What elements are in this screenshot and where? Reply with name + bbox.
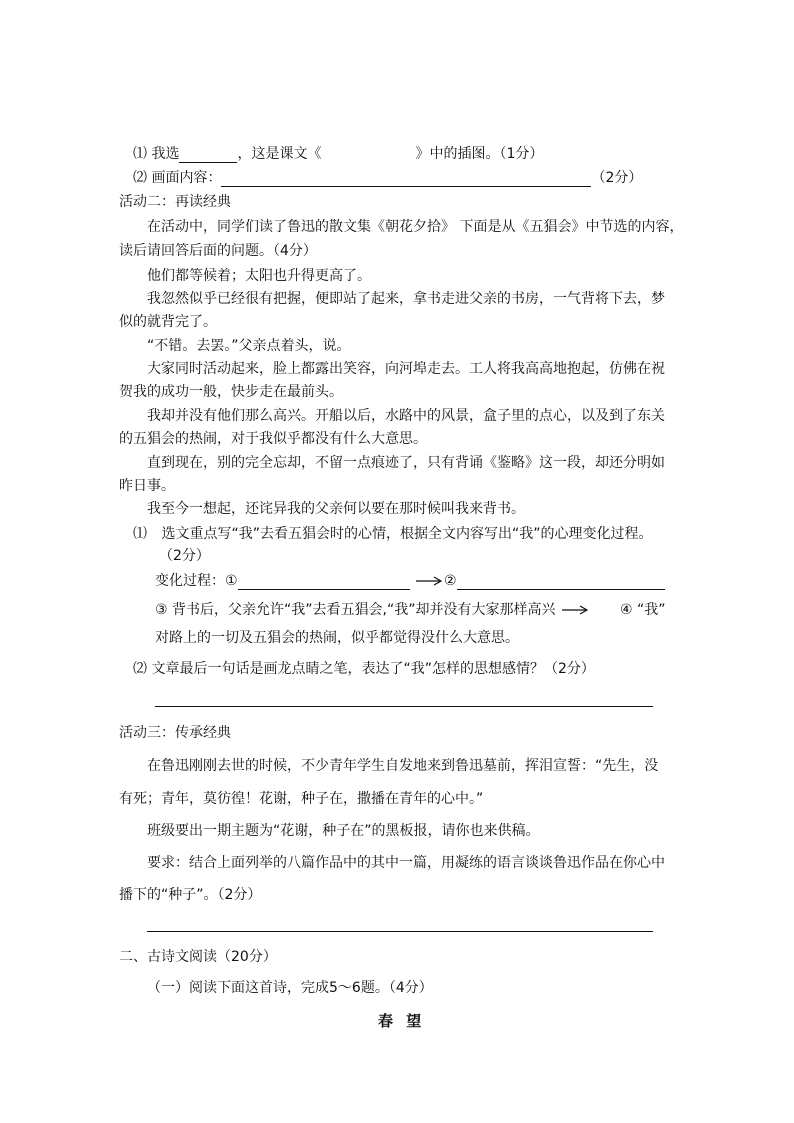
question-text: 选文重点写“我”去看五猖会时的心情，根据全文内容写出“我”的心理变化过程。 xyxy=(161,526,653,542)
passage-paragraph-3: “不错。去罢。”父亲点着头，说。 xyxy=(147,338,351,354)
passage-paragraph-6-line-2: 昨日事。 xyxy=(119,478,175,494)
step-3-marker: ③ xyxy=(155,602,168,618)
question-1 xyxy=(133,145,543,163)
activity-2-intro-line-1: 在活动中，同学们读了鲁迅的散文集《朝花夕拾》 下面是从《五猖会》中节选的内容， xyxy=(147,219,684,235)
question-number: ⑵ xyxy=(133,170,147,186)
question-text-mid: ，这是课文《 xyxy=(237,146,322,162)
activity-2-intro-line-2: 读后请回答后面的问题。（4分） xyxy=(119,243,317,259)
question-text-prefix: 我选 xyxy=(151,146,180,162)
passage-paragraph-2-line-2: 似的就背完了。 xyxy=(119,314,217,330)
question-number: ⑴ xyxy=(133,146,147,162)
step-4-marker: ④ xyxy=(620,602,633,618)
change-process-step-3 xyxy=(155,601,590,619)
passage-paragraph-1: 他们都等候着；太阳也升得更高了。 xyxy=(147,268,371,284)
step-2-marker: ② xyxy=(444,573,457,589)
question-score: （1分） xyxy=(499,146,544,162)
section-2-heading: 二、古诗文阅读（20分） xyxy=(119,949,277,965)
passage-paragraph-5-line-2: 的五猖会的热闹，对于我似乎都没有什么大意思。 xyxy=(119,431,427,447)
sub-question-1 xyxy=(133,525,652,543)
question-number: ⑵ xyxy=(133,661,147,677)
change-process-step-4-continued: 对路上的一切及五猖会的热闹，似乎都觉得没什么大意思。 xyxy=(155,630,519,646)
question-2 xyxy=(133,169,642,187)
change-process-row xyxy=(155,572,665,590)
passage-paragraph-6-line-1: 直到现在，别的完全忘却，不留一点痕迹了，只有背诵《鉴略》这一段，却还分明如 xyxy=(147,455,665,471)
question-score: （2分） xyxy=(591,170,643,186)
question-score: （2分） xyxy=(543,661,595,677)
activity-3-requirement-line-1: 要求：结合上面列举的八篇作品中的其中一篇，用凝练的语言谈谈鲁迅作品在你心中 xyxy=(147,855,665,871)
passage-paragraph-4-line-1: 大家同时活动起来，脸上都露出笑容，向河埠走去。工人将我高高地抱起，仿佛在祝 xyxy=(147,361,665,377)
step-1-marker: ① xyxy=(225,573,238,589)
answer-line[interactable] xyxy=(155,706,653,707)
sub-question-2 xyxy=(133,660,595,678)
arrow-right-icon xyxy=(560,604,590,616)
answer-line[interactable] xyxy=(147,931,653,932)
activity-2-heading: 活动二：再读经典 xyxy=(119,194,231,210)
question-text-prefix: 画面内容： xyxy=(151,170,222,186)
activity-3-line-2: 有死；青年，莫彷徨！花谢，种子在，撒播在青年的心中。” xyxy=(119,791,484,807)
change-process-step-4 xyxy=(620,601,666,619)
question-text-suffix: 》中的插图。 xyxy=(415,146,500,162)
activity-3-heading: 活动三：传承经典 xyxy=(119,725,231,741)
question-number: ⑴ xyxy=(133,526,147,542)
activity-3-requirement-line-2: 播下的“种子”。（2分） xyxy=(119,887,262,903)
activity-3-line-3: 班级要出一期主题为“花谢，种子在”的黑板报，请你也来供稿。 xyxy=(147,823,540,839)
poem-title: 春 望 xyxy=(378,1012,426,1030)
step-3-text: 背书后，父亲允许“我”去看五猖会,“我”却并没有大家那样高兴 xyxy=(172,602,556,618)
passage-paragraph-2-line-1: 我忽然似乎已经很有把握，便即站了起来，拿书走进父亲的书房，一气背将下去，梦 xyxy=(147,291,665,307)
step-1-answer-blank[interactable] xyxy=(238,575,410,590)
passage-paragraph-5-line-1: 我却并没有他们那么高兴。开船以后，水路中的风景，盒子里的点心，以及到了东关 xyxy=(147,408,665,424)
sub-question-1-score: （2分） xyxy=(159,548,210,564)
arrow-right-icon xyxy=(414,575,444,587)
passage-paragraph-7: 我至今一想起，还诧异我的父亲何以要在那时候叫我来背书。 xyxy=(147,501,525,517)
section-2-part-1: （一）阅读下面这首诗，完成5～6题。（4分） xyxy=(147,980,433,996)
answer-blank[interactable] xyxy=(179,148,237,163)
question-text: 文章最后一句话是画龙点睛之笔，表达了“我”怎样的思想感情？ xyxy=(151,661,544,677)
activity-3-line-1: 在鲁迅刚刚去世的时候，不少青年学生自发地来到鲁迅墓前，挥泪宣誓：“先生，没 xyxy=(147,758,659,774)
step-4-text: “我” xyxy=(637,602,666,618)
change-process-label: 变化过程： xyxy=(155,573,225,589)
step-2-answer-blank[interactable] xyxy=(457,575,665,590)
passage-paragraph-4-line-2: 贺我的成功一般，快步走在最前头。 xyxy=(119,384,343,400)
answer-blank[interactable] xyxy=(221,172,591,187)
